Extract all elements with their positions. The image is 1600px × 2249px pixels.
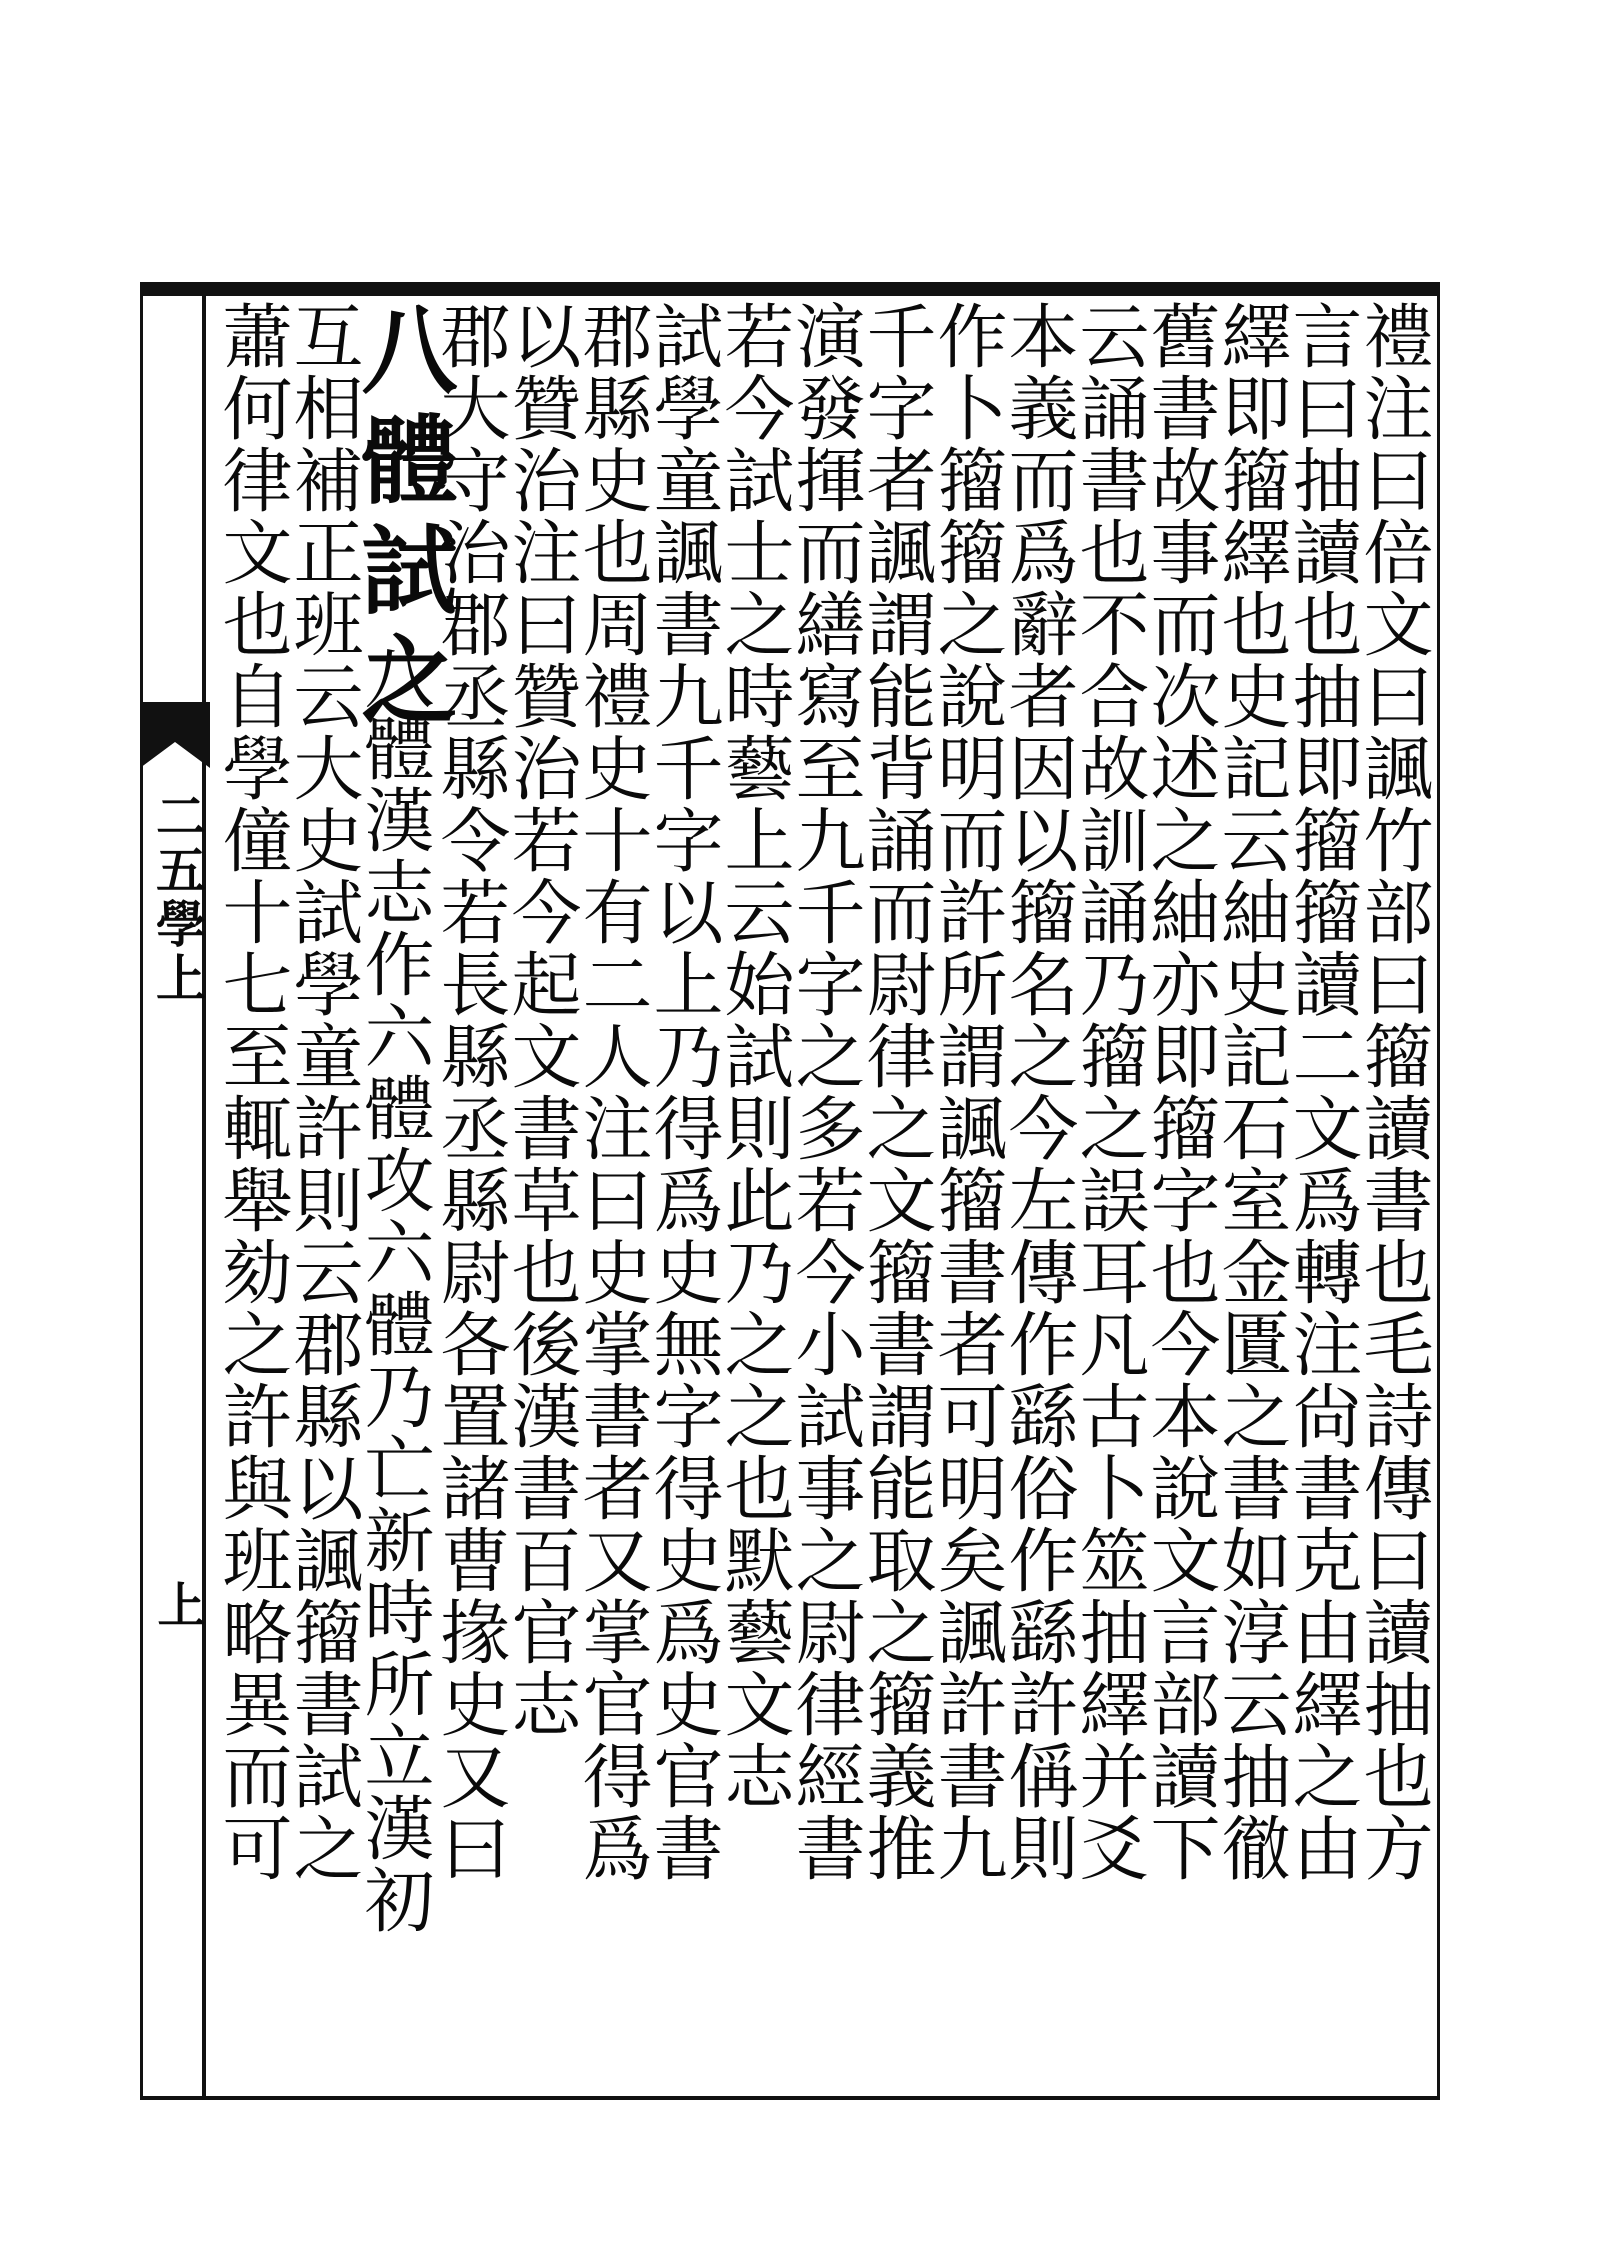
text-column-4: 舊書故事而次述之紬亦即籀字也今本說文言部讀下 <box>1139 300 1221 1884</box>
heading-annotation: 八體漢志作六體攻六體乃亡新時所立漢初 <box>353 640 435 1936</box>
text-column-11: 試學童諷書九千字以上乃得爲史無字得史爲史官書 <box>642 300 724 1884</box>
text-column-5: 云誦書也不合故訓誦乃籀之誤耳凡古卜筮抽繹并爻 <box>1068 300 1150 1884</box>
fishtail-mark <box>140 702 210 768</box>
text-column-3: 繹即籀繹也史記云紬史記石室金匱之書如淳云抽徹 <box>1210 300 1292 1884</box>
fold-margin <box>140 296 206 2096</box>
text-column-17: 蕭何律文也自學僮十七至輒舉劾之許與班略異而可 <box>211 300 293 1884</box>
margin-label: 二五學上 <box>148 790 207 1006</box>
entry-heading: 八體試之 <box>346 300 459 740</box>
text-column-13: 以贊治注曰贊治若今起文書草也後漢書百官志 <box>500 300 582 1740</box>
text-column-12: 郡縣史也周禮史十有二人注曰史掌書者又掌官得爲 <box>571 300 653 1884</box>
text-column-14: 郡大守治郡丞縣令若長縣丞縣尉各置諸曹掾史又曰 <box>429 300 511 1884</box>
text-column-10: 若今試士之時藝上云始試則此乃之之也默藝文志 <box>713 300 795 1812</box>
text-column-7: 作卜籀籀之說明而許所謂諷籀書者可明矣諷許書九 <box>926 300 1008 1884</box>
text-column-8: 千字者諷謂能背誦而尉律之文籀書謂能取之籀義推 <box>855 300 937 1884</box>
margin-page-number: 上 <box>149 1580 205 1628</box>
text-column-16: 互相補正班云大史試學童許則云郡縣以諷籀書試之 <box>282 300 364 1884</box>
text-column-2: 言曰抽讀也抽即籀籀讀二文爲轉注尙書克由繹之由 <box>1281 300 1363 1884</box>
text-column-1: 禮注曰倍文曰諷竹部曰籀讀書也毛詩傳曰讀抽也方 <box>1352 300 1434 1884</box>
text-column-6: 本義而爲辭者因以籀名之今左傳作繇俗作繇許偁則 <box>997 300 1079 1884</box>
text-column-9: 演發揮而繕寫至九千字之多若今小試事之尉律經書 <box>784 300 866 1884</box>
